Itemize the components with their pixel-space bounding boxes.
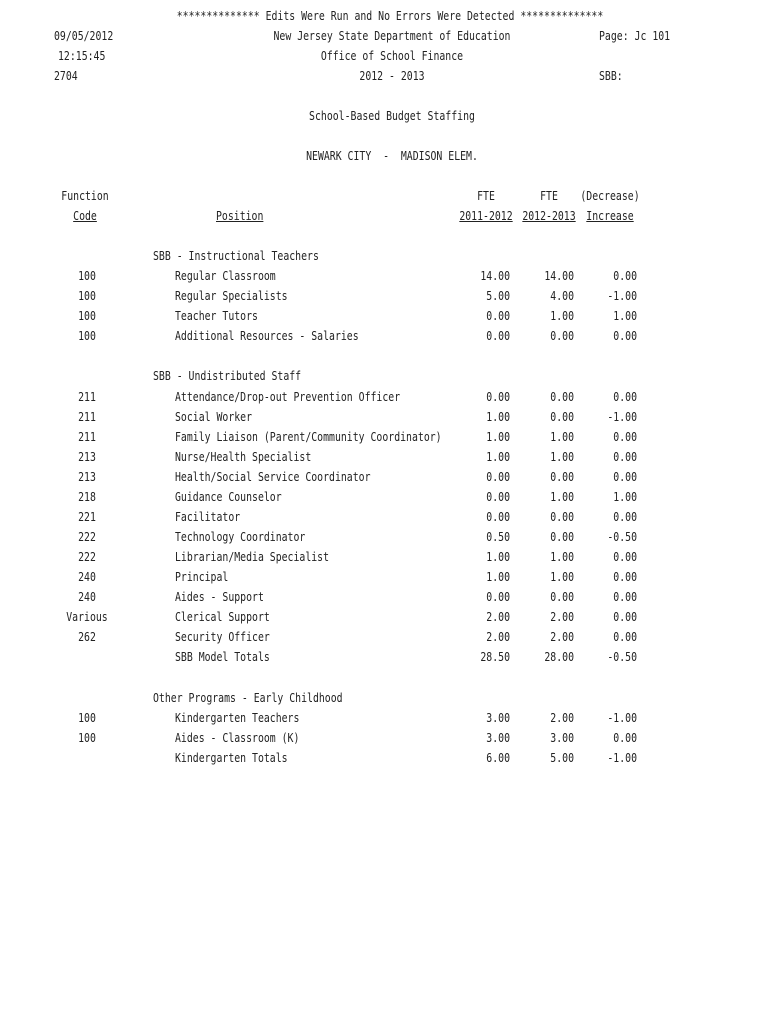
fte-2012-value: 1.00 — [550, 489, 574, 504]
fte-2011-value: 0.00 — [486, 469, 510, 484]
decrease-header: (Decrease) — [580, 189, 640, 203]
page-number: Page: Jc 101 — [599, 29, 671, 43]
fte-2012-value: 0.00 — [550, 469, 574, 484]
fte-2011-value: 3.00 — [486, 730, 510, 745]
function-code: 100 — [78, 289, 96, 304]
position-name: Aides - Support — [175, 590, 264, 605]
fte-2012-value: 4.00 — [550, 289, 574, 304]
position-name: Health/Social Service Coordinator — [175, 469, 371, 484]
position-name: Principal — [175, 570, 229, 585]
section-title: SBB - Undistributed Staff — [153, 369, 302, 384]
fte-2011-value: 2.00 — [486, 610, 510, 625]
position-name: Librarian/Media Specialist — [175, 550, 330, 564]
fte-2012-value: 0.00 — [550, 329, 574, 344]
position-name: Additional Resources - Salaries — [175, 329, 359, 344]
fte-2012-value: 0.00 — [550, 389, 574, 404]
fte-2012-value: 2.00 — [550, 710, 574, 725]
change-value: 0.00 — [613, 550, 637, 564]
report-date: 09/05/2012 — [54, 29, 114, 43]
fte-2011-value: 1.00 — [486, 409, 510, 424]
fte-2012-header: FTE — [540, 189, 558, 203]
fte-2012-value: 2.00 — [550, 610, 574, 625]
function-code: Various — [66, 610, 108, 625]
function-code: 100 — [78, 309, 96, 324]
function-code: 240 — [78, 570, 96, 585]
fte-2011-value: 0.50 — [486, 530, 510, 544]
function-code: 240 — [78, 590, 96, 605]
position-name: Attendance/Drop-out Prevention Officer — [175, 389, 401, 404]
function-code: 211 — [78, 389, 96, 404]
fte-2012-value: 1.00 — [550, 309, 574, 324]
school-name: NEWARK CITY - MADISON ELEM. — [306, 149, 478, 163]
function-code: 221 — [78, 509, 96, 524]
change-value: -1.00 — [607, 409, 637, 424]
department-name: New Jersey State Department of Education — [273, 29, 511, 43]
change-value: 0.00 — [613, 590, 637, 605]
position-name: Social Worker — [175, 409, 253, 424]
change-value: 0.00 — [613, 570, 637, 585]
fte-2011-value: 0.00 — [486, 489, 510, 504]
fte-2011-value: 1.00 — [486, 429, 510, 444]
report-time: 12:15:45 — [58, 49, 106, 63]
fte-2012-value: 0.00 — [550, 590, 574, 605]
office-name: Office of School Finance — [320, 49, 464, 63]
fte-2012-value: 14.00 — [544, 269, 574, 284]
change-value: 0.00 — [613, 429, 637, 444]
fte-2011-value: 0.00 — [486, 590, 510, 605]
fte-2011-value: 2.00 — [486, 630, 510, 645]
position-name: Teacher Tutors — [175, 309, 258, 324]
position-name: Security Officer — [175, 630, 270, 645]
change-value: -0.50 — [607, 650, 637, 665]
fte-2012-value: 3.00 — [550, 730, 574, 745]
change-value: 1.00 — [613, 309, 637, 324]
increase-header: Increase — [586, 209, 634, 223]
function-code: 100 — [78, 269, 96, 284]
fte-2011-value: 0.00 — [486, 329, 510, 344]
change-value: 0.00 — [613, 469, 637, 484]
report-title: School-Based Budget Staffing — [309, 109, 475, 123]
code-header: Code — [73, 209, 97, 223]
position-name: Family Liaison (Parent/Community Coordinator) — [175, 429, 442, 444]
fte-2011-value: 14.00 — [480, 269, 510, 284]
function-code: 100 — [78, 329, 96, 344]
report-code: 2704 — [54, 69, 78, 83]
position-name: Technology Coordinator — [175, 530, 306, 544]
fte-2011-value: 1.00 — [486, 570, 510, 585]
fte-2012-value: 1.00 — [550, 429, 574, 444]
sbb-label: SBB: — [599, 69, 623, 83]
fte-2012-value: 0.00 — [550, 509, 574, 524]
fte-2011-value: 0.00 — [486, 389, 510, 404]
fte-2011-value: 0.00 — [486, 309, 510, 324]
position-header: Position — [216, 209, 264, 223]
fte-2011-year-header: 2011-2012 — [459, 209, 513, 223]
position-name: Facilitator — [175, 509, 241, 524]
fte-2012-value: 0.00 — [550, 530, 574, 544]
change-value: 0.00 — [613, 449, 637, 464]
change-value: 0.00 — [613, 630, 637, 645]
function-code: 100 — [78, 730, 96, 745]
fte-2011-value: 3.00 — [486, 710, 510, 725]
fte-2012-value: 28.00 — [544, 650, 574, 665]
change-value: 0.00 — [613, 389, 637, 404]
position-name: Clerical Support — [175, 610, 270, 625]
school-year: 2012 - 2013 — [359, 69, 425, 83]
change-value: 0.00 — [613, 269, 637, 284]
change-value: 0.00 — [613, 329, 637, 344]
change-value: 0.00 — [613, 730, 637, 745]
section-title: SBB - Instructional Teachers — [153, 249, 319, 263]
function-code: 211 — [78, 409, 96, 424]
fte-2012-value: 1.00 — [550, 550, 574, 564]
change-value: 0.00 — [613, 610, 637, 625]
fte-2011-value: 5.00 — [486, 289, 510, 304]
function-code: 213 — [78, 449, 96, 464]
fte-2011-value: 0.00 — [486, 509, 510, 524]
position-name: Nurse/Health Specialist — [175, 449, 312, 464]
position-name: Regular Specialists — [175, 289, 288, 304]
change-value: -0.50 — [607, 530, 637, 544]
function-header: Function — [61, 189, 109, 203]
edit-banner: ************** Edits Were Run and No Errors Were Detected ************** — [176, 9, 604, 23]
position-name: Kindergarten Totals — [175, 750, 288, 765]
function-code: 213 — [78, 469, 96, 484]
position-name: Kindergarten Teachers — [175, 710, 300, 725]
fte-2012-value: 5.00 — [550, 750, 574, 765]
function-code: 100 — [78, 710, 96, 725]
fte-2012-year-header: 2012-2013 — [522, 209, 576, 223]
position-name: Regular Classroom — [175, 269, 276, 284]
function-code: 222 — [78, 530, 96, 544]
fte-2012-value: 1.00 — [550, 570, 574, 585]
section-title: Other Programs - Early Childhood — [153, 690, 343, 705]
function-code: 262 — [78, 630, 96, 645]
fte-2011-value: 1.00 — [486, 550, 510, 564]
fte-2011-value: 28.50 — [480, 650, 510, 665]
change-value: -1.00 — [607, 710, 637, 725]
function-code: 211 — [78, 429, 96, 444]
fte-2012-value: 0.00 — [550, 409, 574, 424]
fte-2011-value: 1.00 — [486, 449, 510, 464]
fte-2011-value: 6.00 — [486, 750, 510, 765]
change-value: 1.00 — [613, 489, 637, 504]
position-name: Guidance Counselor — [175, 489, 282, 504]
position-name: SBB Model Totals — [175, 650, 270, 665]
fte-2012-value: 2.00 — [550, 630, 574, 645]
fte-2012-value: 1.00 — [550, 449, 574, 464]
function-code: 218 — [78, 489, 96, 504]
function-code: 222 — [78, 550, 96, 564]
change-value: -1.00 — [607, 750, 637, 765]
position-name: Aides - Classroom (K) — [175, 730, 300, 745]
change-value: -1.00 — [607, 289, 637, 304]
change-value: 0.00 — [613, 509, 637, 524]
fte-2011-header: FTE — [477, 189, 495, 203]
